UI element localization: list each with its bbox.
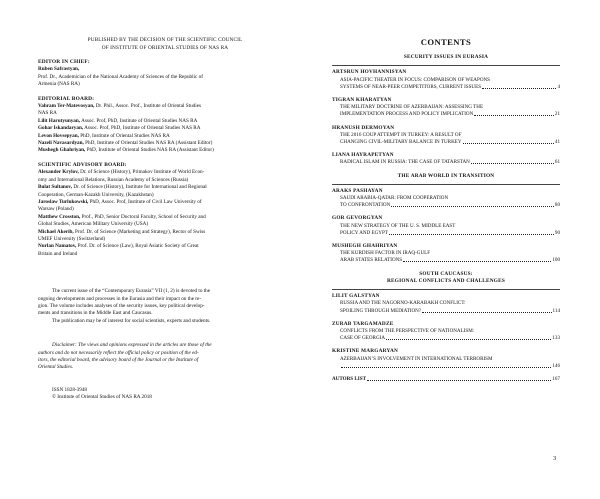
toc-author: ZURAB TARGAMADZE: [332, 320, 394, 327]
toc-rule: [332, 65, 560, 66]
toc-author: MUSHEGH GHAHRIYAN: [332, 243, 398, 250]
disclaimer: [38, 342, 292, 372]
member-desc: Dr. Phil., Assoc. Prof., Institute of Oriental Studies: [94, 103, 202, 110]
toc-page-number: 133: [552, 335, 560, 342]
toc-entry[interactable]: [332, 243, 560, 265]
editor-desc: Prof. Dr., Academician of the National Academy of Sciences of the Republic of: [38, 73, 203, 80]
board-member-line: [38, 251, 292, 258]
dot-leader: [389, 230, 554, 235]
toc-author: LIANA HAYRAPETYAN: [332, 152, 394, 159]
toc-title-line: [332, 257, 560, 264]
toc-author: ARTSRUN HOVHANNISYAN: [332, 69, 407, 76]
toc-entry[interactable]: [332, 188, 560, 210]
toc-section-heading: SECURITY ISSUES IN EURASIA: [403, 54, 489, 60]
toc-title-text: TO CONFRONTATION: [340, 202, 391, 209]
board-member-line: [38, 133, 292, 140]
authors-list-label: AUTORS LIST: [332, 376, 367, 383]
toc-title-text: CHANGING CIVIL-MILITARY BALANCE IN TURKEY: [340, 138, 462, 145]
toc-title-line: AZERBAIJAN’S INVOLVEMENT IN INTERNATIONAL TERRORISM: [340, 355, 493, 362]
member-desc: Assoc. Prof, PhD, Institute of Oriental Studies NAS RA: [80, 117, 198, 124]
toc-page-number: 90: [554, 229, 560, 236]
toc-rule: [332, 289, 560, 290]
editorial-board-list: [38, 103, 292, 155]
toc-author: LILIT GALSTYAN: [332, 293, 380, 300]
board-member-line: [38, 199, 292, 206]
member-name: Jaroslaw Turlukowski,: [38, 198, 89, 205]
toc-title-line: [332, 84, 560, 91]
member-name: Lilit Harutyunyan,: [38, 117, 81, 124]
toc-title-line: [332, 335, 560, 342]
toc-entry[interactable]: [332, 125, 560, 147]
toc-page-number: 61: [554, 159, 560, 166]
board-member-line: [38, 229, 292, 236]
publisher-line: OF INSTITUTE OF ORIENTAL STUDIES OF NAS RA: [101, 44, 229, 51]
board-member-line: [38, 125, 292, 132]
member-name: Nazeli Navasardyan,: [38, 140, 84, 147]
editor-in-chief-heading: EDITOR IN CHIEF:: [38, 59, 90, 65]
member-desc: PhD, Institute of Oriental Studies NAS RA: [78, 132, 170, 139]
toc-title-text: RADICAL ISLAM IN RUSSIA: THE CASE OF TATARSTAN: [340, 159, 470, 166]
board-member-line: [38, 169, 292, 176]
toc-section-heading: REGIONAL CONFLICTS AND CHALLENGES: [386, 277, 505, 284]
member-desc: PhD, Institute of Oriental Studies NAS RA (Assistant Editor): [83, 140, 213, 147]
toc-author: TIGRAN KHARATYAN: [332, 96, 392, 103]
dot-leader: [474, 111, 554, 116]
member-desc: Global Studies, American Military University (USA): [38, 221, 149, 228]
table-of-contents: [332, 54, 560, 383]
member-name: Vahram Ter-Matevosyan,: [38, 103, 95, 110]
toc-title-line: [332, 159, 560, 166]
toc-page-number: 80: [554, 202, 560, 209]
toc-title-line: THE 2016 COUP ATTEMPT IN TURKEY: A RESULT OF: [340, 131, 462, 138]
toc-title-line: CONFLICTS FROM THE PERSPECTIVE OF NATIONALISM:: [340, 328, 475, 335]
member-desc: PhD, Assoc. Prof, Institute of Civil Law University of: [88, 198, 202, 205]
advisory-board-list: [38, 169, 292, 258]
advisory-board-heading: SCIENTIFIC ADVISORY BOARD:: [38, 161, 127, 168]
member-desc: Dr. of Science (History), Institute for International and Regional: [72, 184, 207, 191]
issue-line: ongoing developments and processes in the Eurasia and their impact on the re-: [38, 295, 202, 302]
toc-title-text: CASE OF GEORGIA: [340, 335, 385, 342]
toc-page-number: 41: [554, 138, 560, 145]
member-desc: Cooperation, German-Kazakh University, (Kazakhstan): [38, 191, 154, 198]
board-member-line: [38, 103, 292, 110]
toc-section-heading: SOUTH CAUCASUS:: [419, 270, 473, 277]
toc-author: ARAKS PASHAYAN: [332, 187, 383, 194]
toc-title-line: [332, 363, 560, 370]
board-member-line: [38, 243, 292, 250]
toc-title-line: THE MILITARY DOCTRINE OF AZERBAIJAN: ASSESSING THE: [340, 104, 484, 111]
toc-title-line: THE NEW STRATEGY OF THE U. S. MIDDLE EAST: [340, 222, 456, 229]
member-desc: Prof. Dr. of Science (Marketing and Strategy), Rector of Swiss: [73, 228, 206, 235]
contents-column: [332, 37, 560, 383]
dot-leader: [403, 257, 551, 262]
interest-note: The publication may be of interest for social scientists, experts and students.: [52, 317, 211, 324]
toc-section-heading: THE ARAB WORLD IN TRANSITION: [397, 172, 495, 179]
toc-title-text: IMPLEMENTATION PROCESS AND POLICY IMPLICATION: [340, 111, 474, 118]
toc-title-text: SYSTEMS OF NEAR-PEER COMPETITORS, CURRENT ISSUES: [340, 83, 482, 90]
toc-page-number: 4: [557, 83, 560, 90]
toc-title-text: POLICY AND EGYPT: [340, 229, 388, 236]
toc-page-number: 21: [554, 111, 560, 118]
disclaimer-line: authors and do not necessarily reflect the official policy or position of the ed-: [38, 349, 199, 356]
member-desc: Britain and Ireland: [38, 250, 78, 257]
toc-author: GOR GEVORGYAN: [332, 215, 383, 222]
member-name: Matthew Crosston,: [38, 213, 81, 220]
toc-entry[interactable]: [332, 293, 560, 315]
member-name: Alexander Krylov,: [38, 169, 79, 176]
toc-page-number: 100: [552, 257, 560, 264]
publisher-line: PUBLISHED BY THE DECISION OF THE SCIENTIFIC COUNCIL: [87, 37, 243, 43]
disclaimer-line: Oriental Studies.: [38, 364, 74, 371]
issue-line: gion. The volume includes analyses of the security issues, key political develop-: [38, 302, 205, 309]
toc-title-line: THE KURDISH FACTOR IN IRAQ-GULF: [340, 250, 431, 257]
member-desc: Prof. Dr. of Science (Law), Royal Asiatic Society of Great: [76, 243, 199, 250]
editorial-board-heading: EDITORIAL BOARD:: [38, 95, 95, 102]
editor-desc: Armenia (NAS RA): [38, 81, 80, 88]
member-desc: omy and International Relations, Russian Academy of Sciences (Russia): [38, 176, 189, 183]
member-desc: Warsaw (Poland): [38, 206, 74, 213]
board-member-line: [38, 214, 292, 221]
member-name: Bulat Sultanov,: [38, 184, 73, 191]
dot-leader: [463, 139, 554, 144]
toc-page-number: 167: [552, 376, 560, 383]
dot-leader: [471, 159, 554, 164]
copyright: © Institute of Oriental Studies of NAS RA 2018: [52, 394, 152, 401]
member-desc: Assoc. Prof, PhD, Institute of Oriental Studies NAS RA: [83, 125, 201, 132]
member-desc: UMEF University (Switzerland): [38, 235, 106, 242]
board-member-line: [38, 206, 292, 213]
member-desc: NAS RA: [38, 110, 57, 117]
member-desc: Prof., PhD, Senior Doctoral Faculty, School of Security and: [80, 213, 206, 220]
member-name: Levon Hovsepyan,: [38, 132, 79, 139]
toc-entry[interactable]: [332, 348, 560, 370]
toc-page-number: 114: [552, 307, 560, 314]
board-member-line: [38, 221, 292, 228]
toc-title-line: [332, 230, 560, 237]
toc-title-text: SPOILING THROUGH MEDIATION?: [340, 307, 422, 314]
member-desc: PhD, Institute of Oriental Studies NAS RA (Assistant Editor): [85, 147, 214, 154]
board-member-line: [38, 110, 292, 117]
toc-title-line: SAUDI ARABIA-QATAR: FROM COOPERATION: [340, 195, 449, 202]
toc-title-line: [332, 139, 560, 146]
issue-line: The current issue of the “Contemporary Eurasia” VII (1, 2) is devoted to the: [52, 288, 211, 295]
toc-title-line: ASIA-PACIFIC THEATER IN FOCUS: COMPARISON OF WEAPONS: [340, 76, 491, 83]
contents-title: CONTENTS: [420, 37, 472, 47]
toc-entry[interactable]: [332, 321, 560, 343]
dot-leader: [391, 202, 554, 207]
dot-leader: [482, 84, 556, 89]
disclaimer-line: itors, the editorial board, the advisory board of the Journal or the Institute of: [38, 357, 199, 363]
toc-entry[interactable]: [332, 215, 560, 237]
toc-rule: [332, 184, 560, 185]
dot-leader: [367, 376, 551, 381]
board-member-line: [38, 192, 292, 199]
member-desc: Dr. of Science (History), Primakov Institute of World Econ-: [78, 169, 205, 176]
toc-entry[interactable]: [332, 97, 560, 119]
editor-in-chief: [38, 66, 292, 88]
toc-title-line: RUSSIA AND THE NAGORNO-KARABAKH CONFLICT:: [340, 300, 466, 307]
toc-page-number: 146: [552, 362, 560, 369]
issue-line: ments and transitions in the Middle East and Caucasus.: [38, 310, 153, 317]
member-name: Gohar Iskandaryan,: [38, 125, 84, 132]
toc-entry[interactable]: [332, 152, 560, 166]
toc-title-text: ARAB STATES RELATIONS: [340, 257, 403, 264]
member-name: Michael Akerib,: [38, 228, 74, 235]
board-member-line: [38, 177, 292, 184]
toc-authors-list[interactable]: [332, 376, 560, 383]
disclaimer-line: Disclaimer: The views and opinions expressed in the articles are those of the: [52, 342, 212, 349]
dot-leader: [341, 363, 551, 368]
member-name: Nurlan Namatov,: [38, 243, 77, 250]
toc-entry[interactable]: [332, 69, 560, 91]
issn: ISSN 1828-3948: [52, 386, 88, 393]
dot-leader: [386, 335, 551, 340]
editor-name: Ruben Safrastyan,: [38, 66, 80, 73]
masthead-column: [38, 37, 292, 402]
toc-author: HRANUSH DERMOYAN: [332, 124, 395, 131]
issue-description: [38, 288, 292, 318]
member-name: Mushegh Ghahriyan,: [38, 147, 86, 154]
publisher-note: [38, 37, 292, 52]
toc-title-line: [332, 308, 560, 315]
toc-author: KRISTINE MARGARYAN: [332, 348, 399, 355]
dot-leader: [422, 308, 551, 313]
board-member-line: [38, 147, 292, 154]
toc-title-line: [332, 111, 560, 118]
toc-title-line: [332, 202, 560, 209]
page-number: 3: [553, 455, 557, 462]
board-member-line: [38, 184, 292, 191]
